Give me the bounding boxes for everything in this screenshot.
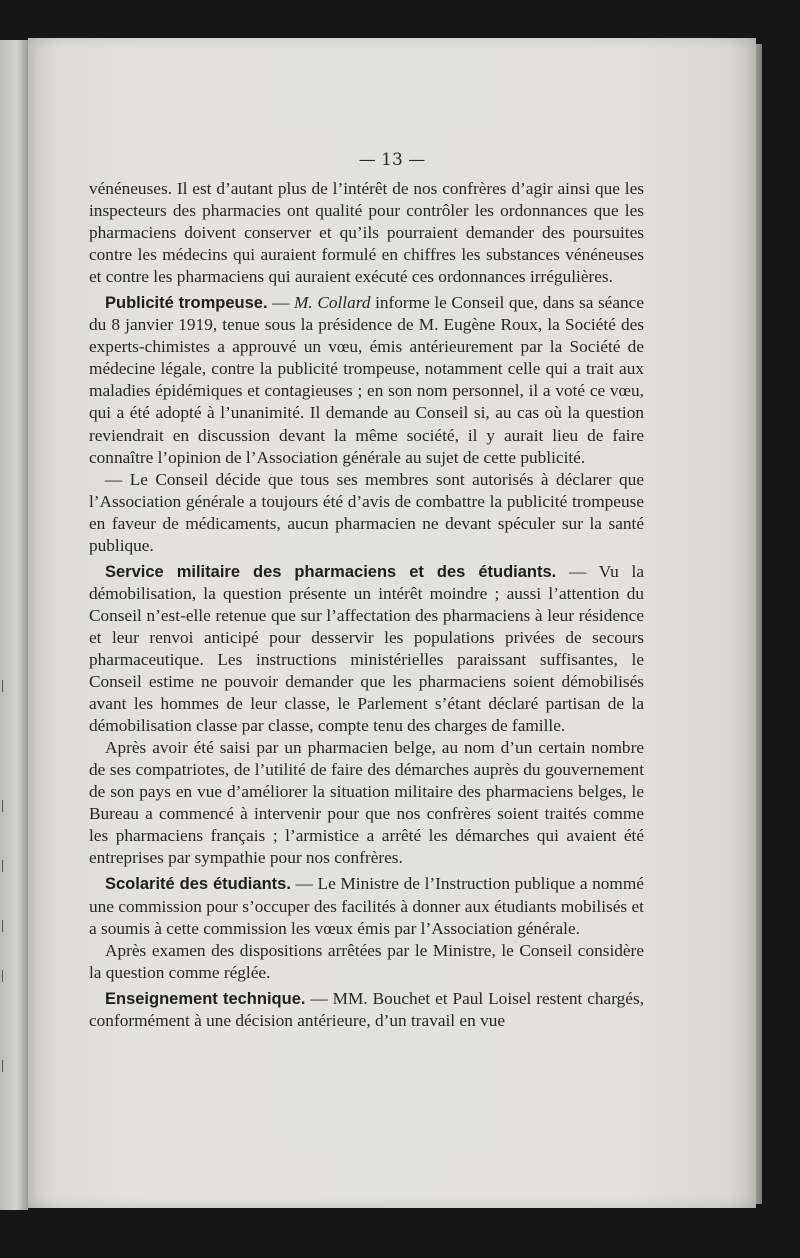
margin-mark	[2, 800, 9, 812]
paragraph-enseignement-technique: Enseignement technique. — MM. Bouchet et Paul Loisel restent chargés, conformément à une décision antérieure, d’un travail en vue	[89, 988, 645, 1030]
paragraph-service-militaire: Service militaire des pharmaciens et des étudiants. — Vu la démobilisation, la question présente un intérêt moindre ; aussi l’attention du Conseil n’est-elle retenue que sur l’affectation des pharmaciens à leur résidence et leur renvoi anticipé pour desservir les populations privées de secours pharmaceutique. Les instructions ministérielles paraissant suffisantes, le Conseil estime ne pouvoir demander que les pharmaciens soient démobilisés avant les hommes de leur classe, le Parlement s’étant déclaré partisan de la démobilisation classe par classe, compte tenu des charges de famille.	[89, 561, 644, 736]
section-heading-publicite: Publicité trompeuse.	[105, 294, 268, 313]
margin-mark	[2, 860, 9, 872]
margin-mark	[2, 680, 9, 692]
paragraph-venenueses: vénéneuses. Il est d’autant plus de l’intérêt de nos confrères d’agir ainsi que les inspecteurs des pharmacies ont qualité pour contrôler les ordonnances que les pharmaciens doivent conserver et qu’ils pourraient demander des poursuites contre les médecins qui auraient formulé en chiffres les substances vénéneuses et contre les pharmaciens qui auraient exécuté ces ordonnances irrégulières.	[89, 179, 644, 287]
paragraph-publicite-trompeuse: Publicité trompeuse. — M. Collard informe le Conseil que, dans sa séance du 8 janvier 1919, tenue sous la présidence de M. Eugène Roux, la Société des experts-chimistes a approuvé un vœu, émis antérieurement par la Société de médecine légale, contre la publicité trompeuse, notamment celle qui a trait aux maladies épidémiques et contagieuses ; en son nom personnel, il a voté ce vœu, qui a été adopté à l’unanimité. Il demande au Conseil si, au cas où la question reviendrait en discussion devant la même société, il y aurait lieu de faire connaître l’opinion de l’Association générale au sujet de cette publicité.	[89, 293, 644, 467]
section-heading-enseignement: Enseignement technique.	[105, 989, 306, 1008]
page-body-text	[89, 178, 644, 1032]
section-heading-service-militaire: Service militaire des pharmaciens et des étudiants.	[105, 562, 557, 581]
page-number: — 13 —	[358, 150, 426, 170]
margin-mark	[2, 1060, 9, 1072]
paragraph-pharmacien-belge: Après avoir été saisi par un pharmacien belge, au nom d’un certain nombre de ses compatriotes, de l’utilité de faire des démarches auprès du gouvernement de son pays en vue d’améliorer la situation militaire des pharmaciens belges, le Bureau a commencé à intervenir pour que nos confrères soient traités comme les pharmaciens français ; l’armistice a arrêté les démarches qui avaient été entreprises par sympathie pour nos confrères.	[89, 738, 644, 868]
person-name: M. Collard	[294, 293, 371, 313]
margin-mark	[2, 970, 9, 982]
paragraph-conseil-decide: — Le Conseil décide que tous ses membres sont autorisés à déclarer que l’Association générale a toujours été d’avis de combattre la publicité trompeuse en faveur de médicaments, aucun pharmacien ne devant spéculer sur la santé publique.	[89, 469, 644, 555]
margin-mark	[2, 920, 9, 932]
section-heading-scolarite: Scolarité des étudiants.	[105, 875, 291, 894]
facing-page-edge	[0, 40, 28, 1210]
paragraph-examen: Après examen des dispositions arrêtées par le Ministre, le Conseil considère la question comme réglée.	[89, 940, 644, 982]
paragraph-scolarite: Scolarité des étudiants. — Le Ministre de l’Instruction publique a nommé une commission pour s’occuper des facilités à donner aux étudiants mobilisés et a soumis à cette commission les vœux émis par l’Association générale.	[89, 874, 644, 938]
